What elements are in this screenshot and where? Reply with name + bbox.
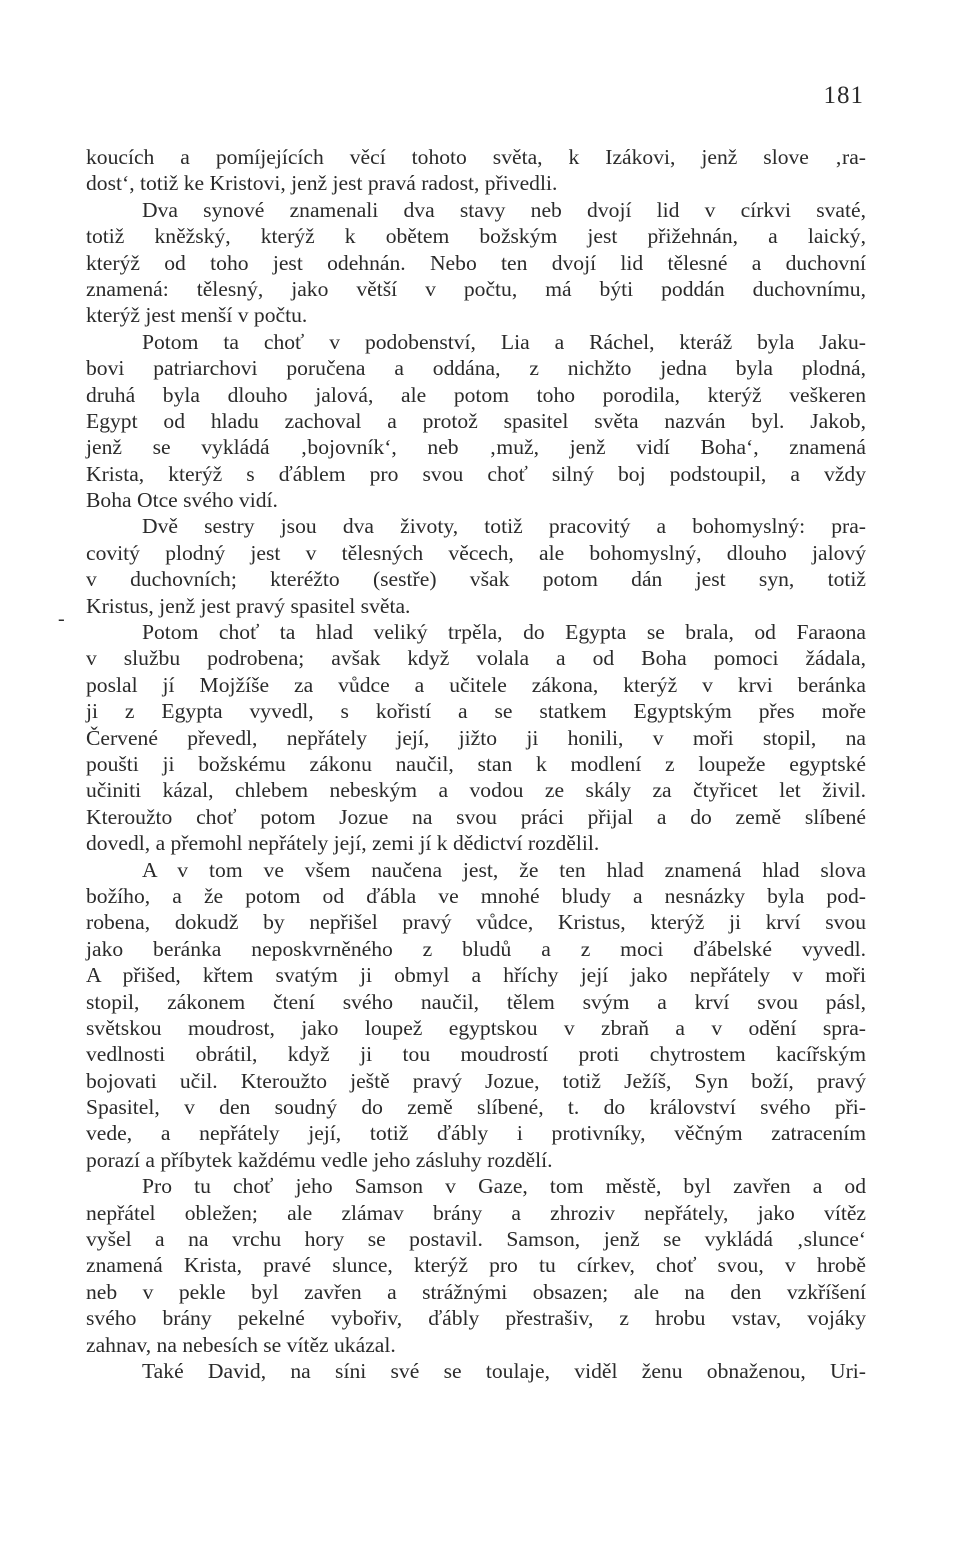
text-line: bovi patriarchovi poručena a oddána, z nichžto jedna byla plodná, <box>86 356 866 381</box>
text-line: stopil, zákonem čtení svého naučil, tělem svým a krví svou pásl, <box>86 989 866 1014</box>
text-line: Egypt od hladu zachoval a protož spasitel světa nazván byl. Jakob, <box>86 408 866 433</box>
text-line: kterýž od toho jest odehnán. Nebo ten dvojí lid tělesné a duchovní <box>86 250 866 275</box>
text-line: poslal jí Mojžíše za vůdce a učitele zákona, kterýž v krvi beránka <box>86 672 866 697</box>
text-line: Kristus, jenž jest pravý spasitel světa. <box>86 593 411 618</box>
text-line: vyšel a na vrchu hory se postavil. Samson, jenž se vykládá ‚slunce‘ <box>86 1227 866 1252</box>
text-line: Dvě sestry jsou dva životy, totiž pracovitý a bohomyslný: pra- <box>142 514 866 539</box>
text-line: jenž se vykládá ‚bojovník‘, neb ‚muž, jenž vidí Boha‘, znamená <box>86 435 866 460</box>
text-line: dost‘, totiž ke Kristovi, jenž jest pravá radost, přivedli. <box>86 171 558 196</box>
text-line: Kteroužto choť potom Jozue na svou práci přijal a do země slíbené <box>86 804 866 829</box>
text-line: porazí a příbytek každému vedle jeho zásluhy rozdělí. <box>86 1147 553 1172</box>
text-line: ji z Egypta vyvedl, s kořistí a se statkem Egyptským přes moře <box>86 699 866 724</box>
text-line: nepřátel obležen; ale zlámav brány a zhroziv nepřátely, jako vítěz <box>86 1200 866 1225</box>
text-line: v službu podrobena; avšak když volala a od Boha pomoci žádala, <box>86 646 866 671</box>
text-line: robena, dokudž by nepřišel pravý vůdce, Kristus, kterýž ji krví svou <box>86 910 866 935</box>
text-line: Pro tu choť jeho Samson v Gaze, tom městě, byl zavřen a od <box>142 1174 866 1199</box>
text-line: totiž kněžský, kterýž k obětem božským jest přižehnán, a laický, <box>86 224 866 249</box>
text-line: neb v pekle byl zavřen a strážnými obsazen; ale na den vzkříšení <box>86 1279 866 1304</box>
text-line: Červené převedl, nepřátely její, jižto ji honili, v moři stopil, na <box>86 725 866 750</box>
text-line: vede, a nepřátely její, totiž ďábly i protivníky, věčným zatracením <box>86 1121 866 1146</box>
text-line: Krista, kterýž s ďáblem pro svou choť silný boj podstoupil, a vždy <box>86 461 866 486</box>
text-line: Také David, na síni své se toulaje, viděl ženu obnaženou, Uri- <box>142 1358 866 1383</box>
text-line: božího, a že potom od ďábla ve mnohé bludy a nesnázky byla pod- <box>86 883 866 908</box>
text-line: kterýž jest menší v počtu. <box>86 303 308 328</box>
text-line: covitý plodný jest v tělesných věcech, ale bohomyslný, dlouho jalový <box>86 540 866 565</box>
text-line: Boha Otce svého vidí. <box>86 488 278 513</box>
text-line: zahnav, na nebesích se vítěz ukázal. <box>86 1332 396 1357</box>
text-line: znamená: tělesný, jako větší v počtu, má býti poddán duchovnímu, <box>86 276 866 301</box>
text-line: Dva synové znamenali dva stavy neb dvojí lid v církvi svaté, <box>142 197 866 222</box>
text-line: vedlnosti obrátil, když ji tou moudrostí proti chytrostem kacířským <box>86 1042 866 1067</box>
text-line: v duchovních; kteréžto (sestře) však potom dán jest syn, totiž <box>86 567 866 592</box>
text-line: druhá byla dlouho jalová, ale potom toho porodila, kterýž veškeren <box>86 382 866 407</box>
text-line: A přišed, křtem svatým ji obmyl a hříchy její jako nepřátely v moři <box>86 963 866 988</box>
text-line: koucích a pomíjejících věcí tohoto světa, k Izákovi, jenž slove ‚ra- <box>86 145 866 169</box>
text-line: dovedl, a přemohl nepřátely její, zemi jí k dědictví rozdělil. <box>86 831 600 856</box>
text-line: svého brány pekelné vybořiv, ďábly přestrašiv, z hrobu vstav, vojáky <box>86 1306 866 1331</box>
text-line: učiniti kázal, chlebem nebeským a vodou ze skály za čtyřicet let živil. <box>86 778 866 803</box>
text-line: A v tom ve všem naučena jest, že ten hlad znamená hlad slova <box>142 857 866 882</box>
text-line: jako beránka neposkvrněného z bludů a z moci ďábelské vyvedl. <box>86 936 866 961</box>
text-line: znamená Krista, pravé slunce, kterýž pro tu církev, choť svou, v hrobě <box>86 1253 866 1278</box>
margin-mark: - <box>58 608 65 630</box>
text-line: bojovati učil. Kteroužto ještě pravý Jozue, totiž Ježíš, Syn boží, pravý <box>86 1068 866 1093</box>
page-number: 181 <box>823 82 864 109</box>
text-body <box>86 144 866 1384</box>
text-line: Potom ta choť v podobenství, Lia a Ráchel, kteráž byla Jaku- <box>142 329 866 354</box>
text-line: Spasitel, v den soudný do země slíbené, t. do království svého při- <box>86 1095 866 1120</box>
text-line: světskou moudrost, jako loupež egyptskou v zbraň a v odění spra- <box>86 1015 866 1040</box>
text-line: Potom choť ta hlad veliký trpěla, do Egypta se brala, od Faraona <box>142 620 866 645</box>
text-line: poušti ji božskému zákonu naučil, stan k modlení z loupeže egyptské <box>86 751 866 776</box>
